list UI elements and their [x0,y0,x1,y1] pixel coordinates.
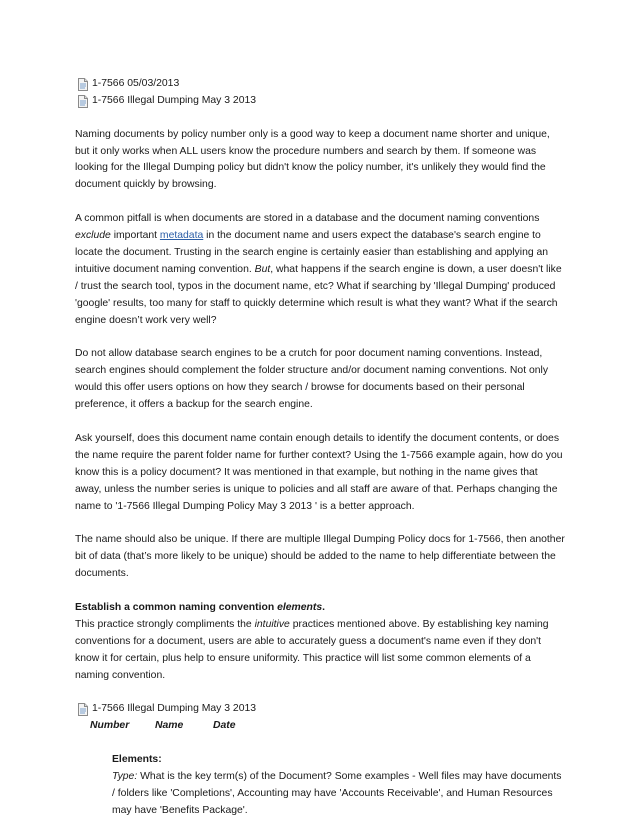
paragraph [75,211,565,329]
file-name: 1-7566 Illegal Dumping May 3 2013 [92,94,257,106]
text-run: A common pitfall is when documents are stored in a database and the document naming conventions [75,213,540,225]
file-entry[interactable] [75,76,565,93]
file-entry[interactable] [75,701,565,718]
paragraph: The name should also be unique. If there are multiple Illegal Dumping Policy docs for 1-7566, then another bit of data (that’s more likely to be unique) should be added to the name to help differentiate between the documents. [75,534,565,580]
italic-text: exclude [75,230,111,242]
column-number: Number [90,720,130,732]
italic-text: intuitive [254,618,290,630]
italic-text: But [254,263,271,275]
column-name: Name [155,720,184,732]
file-entry[interactable] [75,93,565,110]
document-file-icon [78,78,88,91]
document-file-icon [78,95,88,108]
file-name: 1-7566 Illegal Dumping May 3 2013 [92,703,257,715]
element-description: What is the key term(s) of the Document? Some examples - Well files may have documents / folders like 'Completions', Accounting may have 'Accounts Receivable', and Human Resources may have 'Benefits Package'. [112,770,562,816]
text-run: , what happens if the search engine is down, a user doesn't like / trust the search tool, typos in the document name, etc? What if searching by 'Illegal Dumping' produced 'google' results, too many for staff to quickly determine which result is what they want? What if the search engine doesn’t work very well? [75,263,562,326]
paragraph: Do not allow database search engines to be a crutch for poor document naming conventions. Instead, search engines should complement the folder structure and/or document naming conventions. Not only would this offer users options on how they search / browse for documents based on their personal preference, it offers a backup for the search engine. [75,348,549,411]
column-date: Date [213,720,236,732]
element-label: Type: [112,770,138,782]
element-type [112,769,567,820]
text-run: practices mentioned above. By establishing key naming conventions for a document, users are able to accurately guess a document's name even if they don't know it for certain, plus help to ensure uniformity. This practice will list some common elements of a naming convention. [75,618,549,681]
document-body [75,76,565,820]
text-run: important [110,230,160,242]
paragraph: Ask yourself, does this document name contain enough details to identify the document contents, or does the name require the parent folder name for further context? Using the 1-7566 example again, how do you know this is a policy document? It was mentioned in that example, but nothing in the name gives that away, unless the number series is unique to policies and all staff are aware of that. Perhaps changing the name to '1-7566 Illegal Dumping Policy May 3 2013 ' is a better approach. [75,432,563,512]
section-heading: Establish a common naming convention [75,601,278,613]
elements-block [112,752,567,820]
text-run: This practice strongly compliments the [75,618,255,630]
section-paragraph [75,600,565,685]
elements-heading: Elements: [112,754,162,766]
document-file-icon [78,703,88,716]
naming-columns [75,718,565,735]
paragraph: Naming documents by policy number only is a good way to keep a document name shorter and unique, but it only works when ALL users know the procedure numbers and search by them. If someone was looking for the Illegal Dumping policy but didn't know the policy number, it's unlikely they would find the document quickly by browsing. [75,128,550,191]
section-heading-end: . [322,601,326,613]
metadata-link[interactable]: metadata [159,230,204,242]
file-name: 1-7566 05/03/2013 [92,78,180,89]
text-run: in the document name and users expect the database's search engine to locate the document. Trusting in the search engine is certainly easier than establishing and applying an intuitive document naming convention. [75,230,549,275]
section-heading-emphasis: elements [277,601,323,613]
